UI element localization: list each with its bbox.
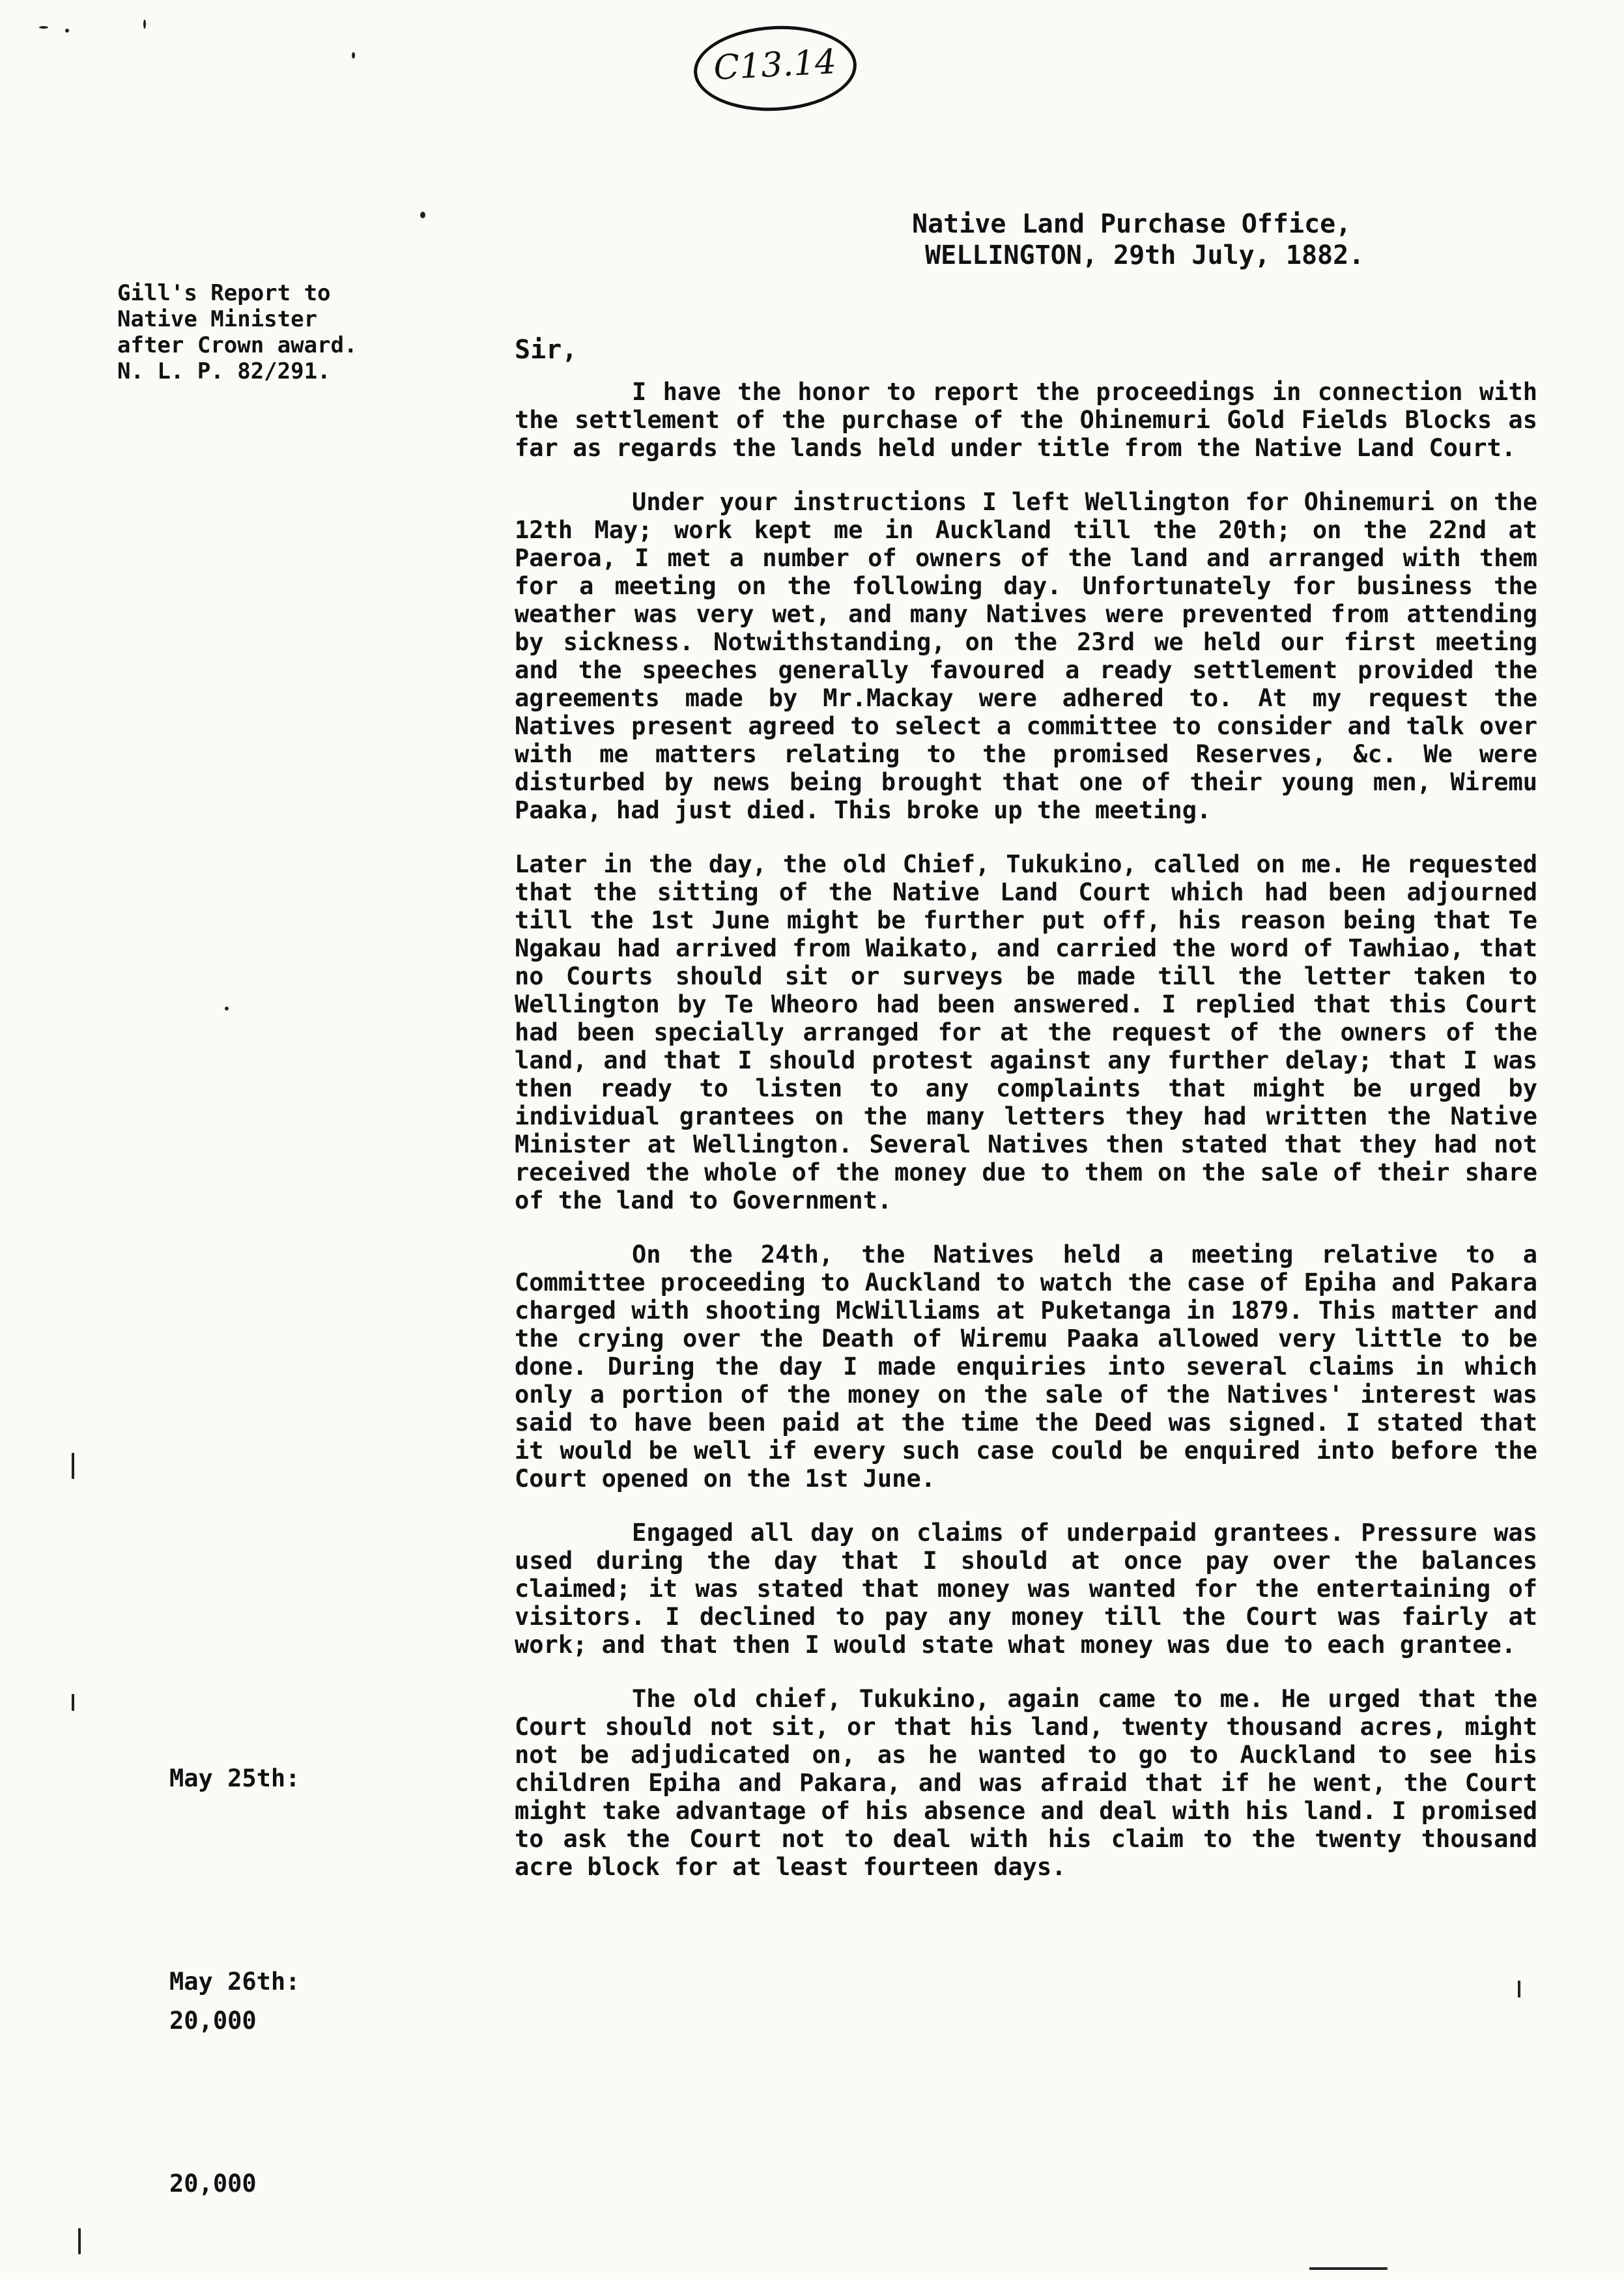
place-date-line: WELLINGTON, 29th July, 1882.	[925, 240, 1365, 270]
ink-speck	[72, 1453, 74, 1479]
side-acreage-note: 20,000	[169, 2007, 257, 2035]
ink-speck	[78, 2228, 81, 2254]
side-date-may-25: May 25th:	[169, 1764, 300, 1792]
ink-speck	[1518, 1981, 1520, 1998]
salutation: Sir,	[515, 335, 578, 365]
ink-speck	[352, 52, 355, 59]
ink-speck	[65, 29, 69, 33]
ink-speck	[1309, 2267, 1388, 2270]
paragraph: Later in the day, the old Chief, Tukukino, called on me. He requested that the sitting of the Native Land Court which had been adjourned till the 1st June might be further put off, his reason being that Te Ngakau had arrived from Waikato, and carried the word of Tawhiao, that no Courts should sit or surveys be made till the letter taken to Wellington by Te Wheoro had been answered. I replied that this Court had been specially arranged for at the request of the owners of the land, and that I should protest against any further delay; that I was then ready to listen to any complaints that might be urged by individual grantees on the many letters they had written the Native Minister at Wellington. Several Natives then stated that they had not received the whole of the money due to them on the sale of their share of the land to Government.	[515, 850, 1537, 1214]
paragraph: Engaged all day on claims of underpaid grantees. Pressure was used during the day that I should at once pay over the balances claimed; it was stated that money was wanted for the entertaining of visitors. I declined to pay any money till the Court was fairly at work; and that then I would state what money was due to each grantee.	[515, 1519, 1537, 1659]
margin-note-line: N. L. P. 82/291.	[117, 358, 331, 384]
margin-note-line: after Crown award.	[117, 332, 358, 358]
paragraph: On the 24th, the Natives held a meeting relative to a Committee proceeding to Auckland to watch the case of Epiha and Pakara charged with shooting McWilliams at Puketanga in 1879. This matter and the crying over the Death of Wiremu Paaka allowed very little to be done. During the day I made enquiries into several claims in which only a portion of the money on the sale of the Natives' interest was said to have been paid at the time the Deed was signed. I stated that it would be well if every such case could be enquired into before the Court opened on the 1st June.	[515, 1240, 1537, 1493]
side-acreage-note: 20,000	[169, 2170, 257, 2198]
margin-note-line: Gill's Report to	[117, 280, 331, 306]
paragraph: The old chief, Tukukino, again came to me. He urged that the Court should not sit, or that his land, twenty thousand acres, might not be adjudicated on, as he wanted to go to Auckland to see his children Epiha and Pakara, and was afraid that if he went, the Court might take advantage of his absence and deal with his land. I promised to ask the Court not to deal with his claim to the twenty thousand acre block for at least fourteen days.	[515, 1685, 1537, 1881]
letter-body	[515, 378, 1537, 1907]
letter-header	[912, 208, 1364, 271]
ink-speck	[39, 26, 48, 29]
margin-note	[117, 280, 357, 384]
folio-number: C13.14	[692, 22, 859, 115]
ink-speck	[143, 20, 146, 29]
ink-speck	[420, 212, 425, 218]
margin-note-line: Native Minister	[117, 306, 318, 332]
ink-speck	[225, 1007, 229, 1010]
paragraph: I have the honor to report the proceedings in connection with the settlement of the purchase of the Ohinemuri Gold Fields Blocks as far as regards the lands held under title from the Native Land Court.	[515, 378, 1537, 462]
ink-speck	[72, 1694, 74, 1711]
office-line: Native Land Purchase Office,	[912, 209, 1352, 239]
side-date-may-26: May 26th:	[169, 1968, 300, 1996]
paragraph: Under your instructions I left Wellington for Ohinemuri on the 12th May; work kept me in Auckland till the 20th; on the 22nd at Paeroa, I met a number of owners of the land and arranged with them for a meeting on the following day. Unfortunately for business the weather was very wet, and many Natives were prevented from attending by sickness. Notwithstanding, on the 23rd we held our first meeting and the speeches generally favoured a ready settlement provided the agreements made by Mr.Mackay were adhered to. At my request the Natives present agreed to select a committee to consider and talk over with me matters relating to the promised Reserves, &c. We were disturbed by news being brought that one of their young men, Wiremu Paaka, had just died. This broke up the meeting.	[515, 488, 1537, 824]
